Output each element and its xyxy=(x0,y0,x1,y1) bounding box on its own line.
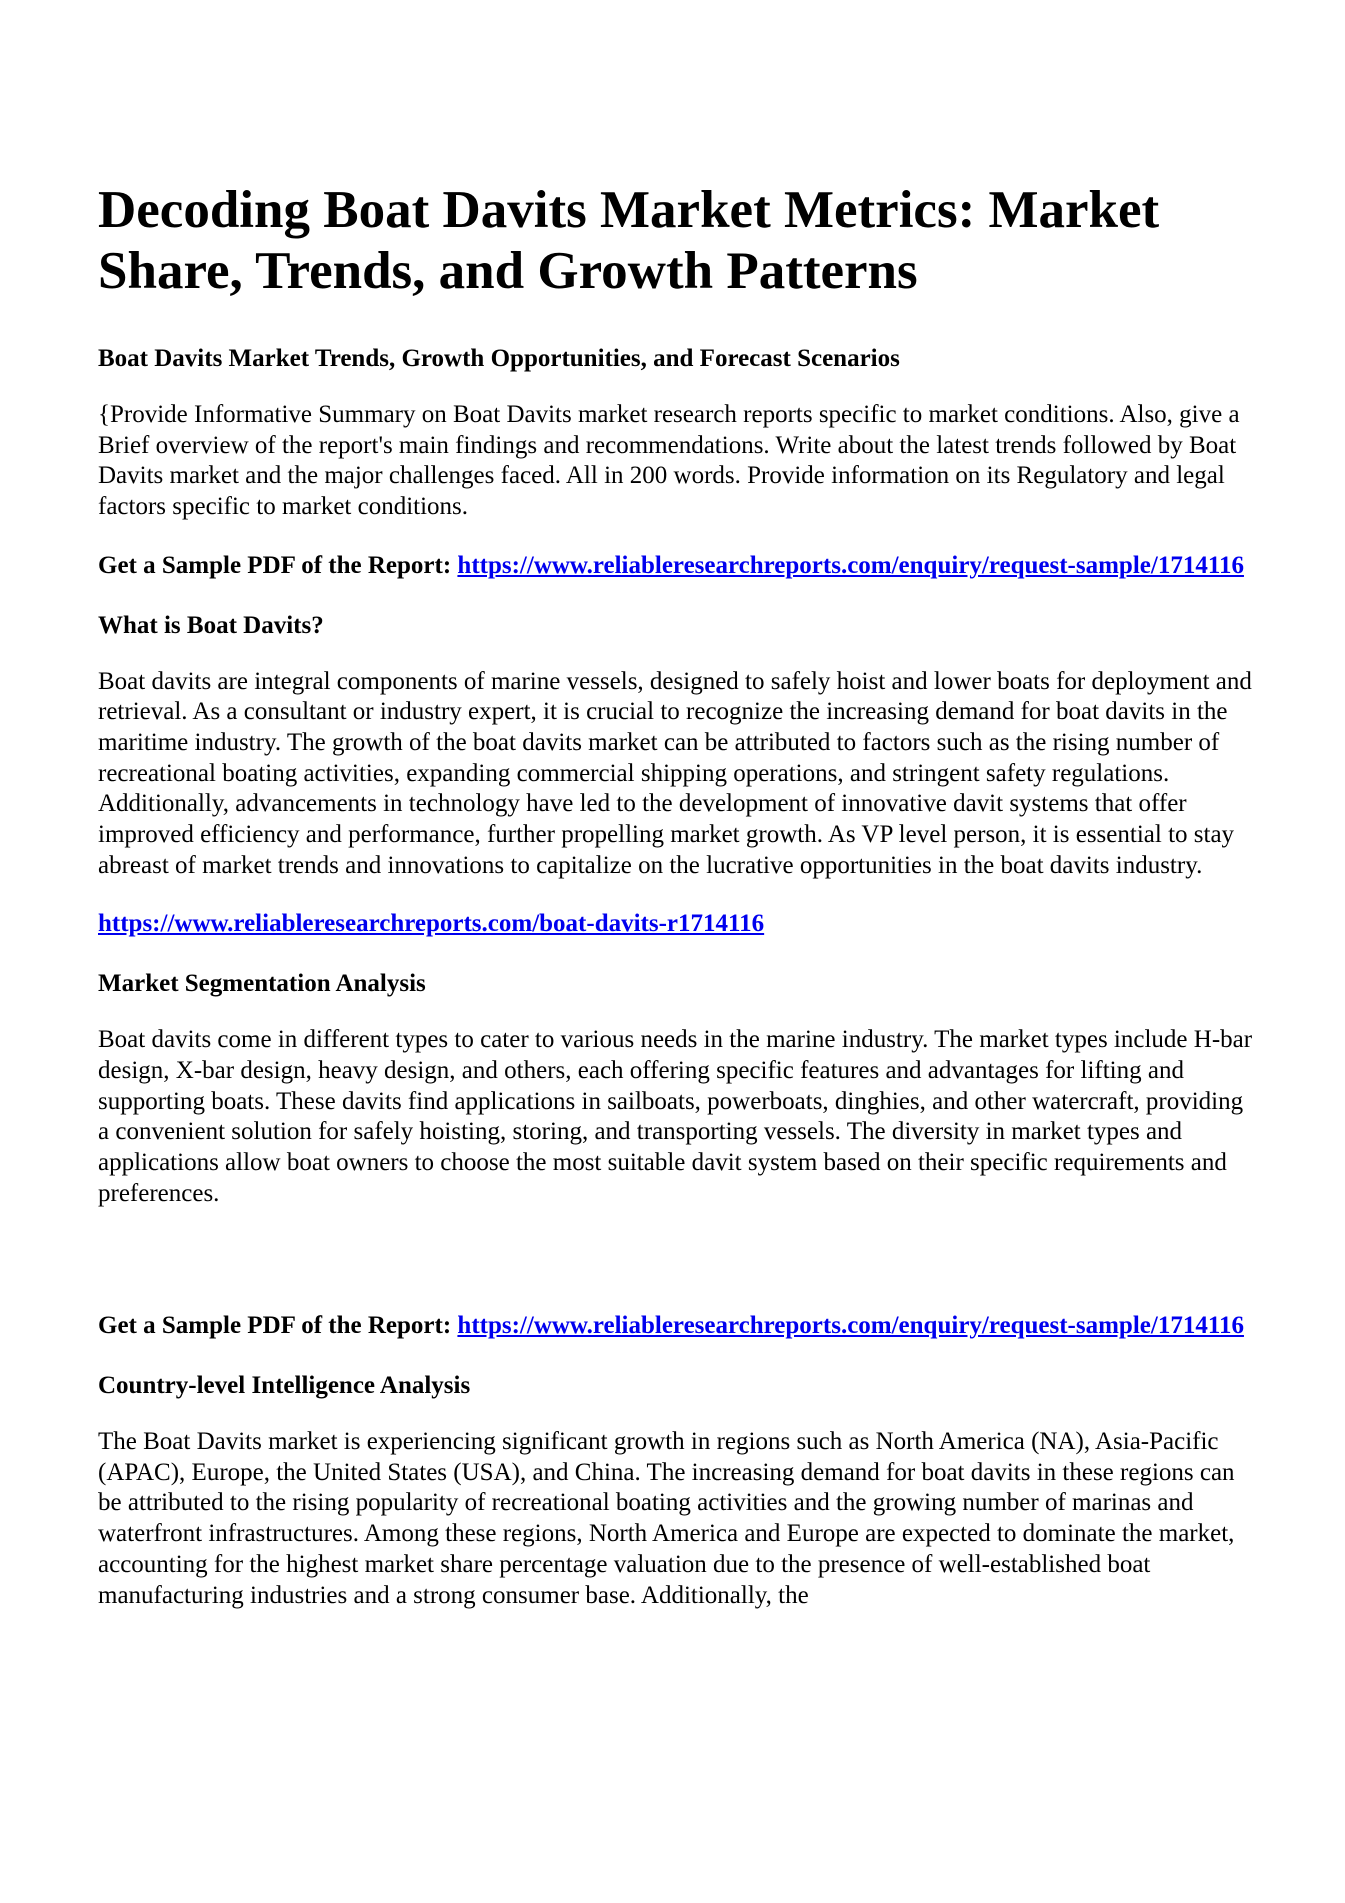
sample-pdf-label: Get a Sample PDF of the Report: xyxy=(98,551,452,579)
sample-pdf-link[interactable]: https://www.reliableresearchreports.com/enquiry/request-sample/1714116 xyxy=(457,551,1244,579)
report-link-line xyxy=(98,909,1258,940)
trends-heading: Boat Davits Market Trends, Growth Opportunities, and Forecast Scenarios xyxy=(98,345,900,372)
what-is-heading: What is Boat Davits? xyxy=(98,611,324,639)
segmentation-paragraph: Boat davits come in different types to cater to various needs in the marine industry. The market types include H-bar design, X-bar design, heavy design, and others, each offering specific features and advantages for lifting and supporting boats. These davits find applications in sailboats, powerboats, dinghies, and other watercraft, providing a convenient solution for safely hoisting, storing, and transporting vessels. The diversity in market types and applications allow boat owners to choose the most suitable davit system based on their specific requirements and preferences. xyxy=(98,1026,1253,1207)
country-paragraph: The Boat Davits market is experiencing significant growth in regions such as North America (NA), Asia-Pacific (APAC), Europe, the United States (USA), and China. The increasing demand for boat davits in these regions can be attributed to the rising popularity of recreational boating activities and the growing number of marinas and waterfront infrastructures. Among these regions, North America and Europe are expected to dominate the market, accounting for the highest market share percentage valuation due to the presence of well-established boat manufacturing industries and a strong consumer base. Additionally, the xyxy=(98,1428,1235,1609)
report-link[interactable]: https://www.reliableresearchreports.com/boat-davits-r1714116 xyxy=(98,910,765,938)
what-is-paragraph: Boat davits are integral components of marine vessels, designed to safely hoist and lower boats for deployment and retrieval. As a consultant or industry expert, it is crucial to recognize the increasing demand for boat davits in the maritime industry. The growth of the boat davits market can be attributed to factors such as the rising number of recreational boating activities, expanding commercial shipping operations, and stringent safety regulations. Additionally, advancements in technology have led to the development of innovative davit systems that offer improved efficiency and performance, further propelling market growth. As VP level person, it is essential to stay abreast of market trends and innovations to capitalize on the lucrative opportunities in the boat davits industry. xyxy=(98,667,1252,879)
sample-pdf-label-2: Get a Sample PDF of the Report: xyxy=(98,1312,452,1340)
document-title: Decoding Boat Davits Market Metrics: Market Share, Trends, and Growth Patterns xyxy=(98,181,1160,300)
country-heading: Country-level Intelligence Analysis xyxy=(98,1372,471,1400)
segmentation-heading: Market Segmentation Analysis xyxy=(98,970,426,998)
summary-paragraph: {Provide Informative Summary on Boat Davits market research reports specific to market conditions. Also, give a Brief overview of the report's main findings and recommendations. Write about the latest trends followed by Boat Davits market and the major challenges faced. All in 200 words. Provide information on its Regulatory and legal factors specific to market conditions. xyxy=(98,401,1240,521)
sample-pdf-link-2[interactable]: https://www.reliableresearchreports.com/enquiry/request-sample/1714116 xyxy=(457,1312,1244,1340)
section-spacer xyxy=(98,1237,1258,1311)
sample-pdf-line xyxy=(98,551,1258,582)
document-page xyxy=(98,180,1258,1639)
sample-pdf-line-2 xyxy=(98,1311,1258,1342)
